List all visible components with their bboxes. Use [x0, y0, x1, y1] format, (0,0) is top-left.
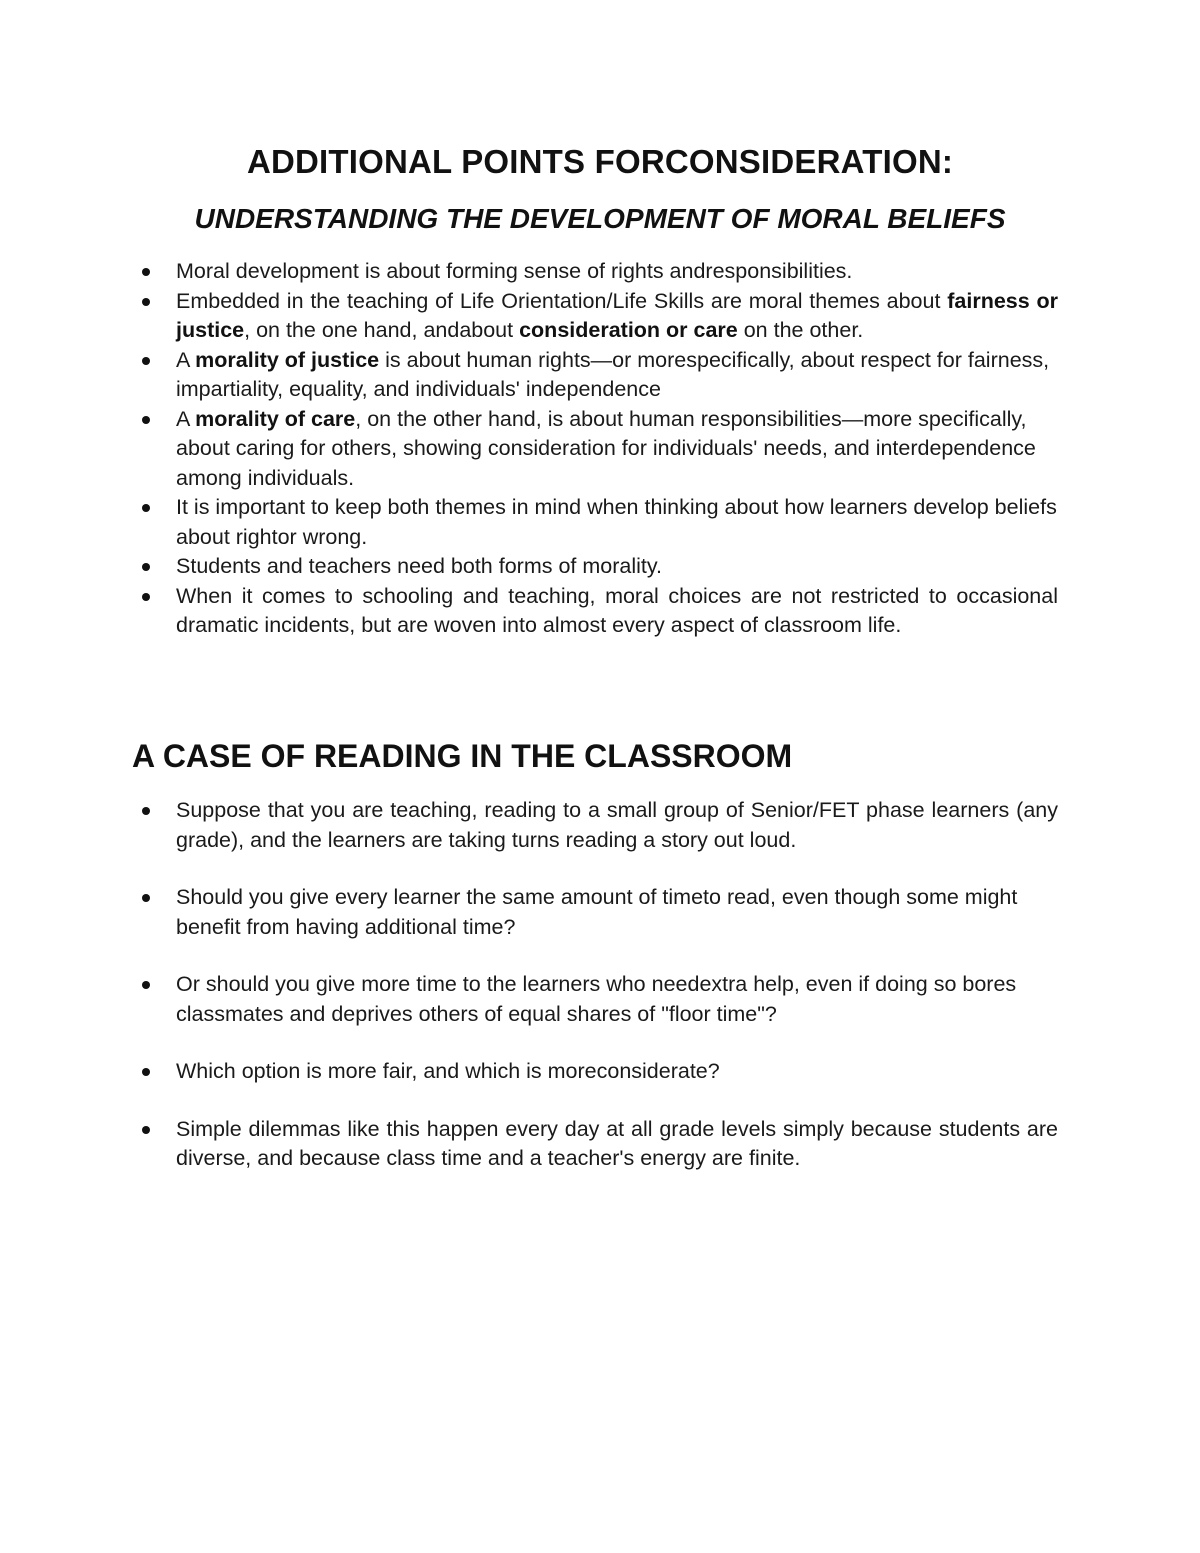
- section-heading: A CASE OF READING IN THE CLASSROOM: [132, 738, 793, 774]
- list-item: Simple dilemmas like this happen every day at all grade levels simply because students are diverse, and because class time and a teacher's energy are finite.: [140, 1115, 1058, 1174]
- list-item: A morality of justice is about human rights—or morespecifically, about respect for fairness, impartiality, equality, and individuals' independence: [140, 346, 1058, 405]
- bullet-icon: [142, 357, 150, 365]
- bullet-icon: [142, 504, 150, 512]
- reading-case-list: [140, 796, 1058, 1202]
- list-item: Should you give every learner the same amount of timeto read, even though some might benefit from having additional time?: [140, 883, 1058, 942]
- bullet-icon: [142, 416, 150, 424]
- moral-beliefs-list: [140, 257, 1058, 641]
- bullet-icon: [142, 268, 150, 276]
- list-item: Embedded in the teaching of Life Orientation/Life Skills are moral themes about fairness or justice, on the one hand, andabout consideration or care on the other.: [140, 287, 1058, 346]
- emphasis-text: fairness or justice: [176, 288, 1058, 342]
- emphasis-text: morality of justice: [195, 347, 380, 372]
- list-item: Students and teachers need both forms of morality.: [140, 552, 1058, 582]
- bullet-icon: [142, 807, 150, 815]
- list-item: Suppose that you are teaching, reading to a small group of Senior/FET phase learners (any grade), and the learners are taking turns reading a story out loud.: [140, 796, 1058, 855]
- bullet-icon: [142, 593, 150, 601]
- list-item: It is important to keep both themes in mind when thinking about how learners develop beliefs about rightor wrong.: [140, 493, 1058, 552]
- emphasis-text: consideration or care: [519, 318, 738, 342]
- list-item: A morality of care, on the other hand, is about human responsibilities—more specifically, about caring for others, showing consideration for individuals' needs, and interdependence among individuals.: [140, 405, 1058, 494]
- list-item: Or should you give more time to the learners who needextra help, even if doing so bores classmates and deprives others of equal shares of "floor time"?: [140, 970, 1058, 1029]
- bullet-icon: [142, 981, 150, 989]
- list-item: When it comes to schooling and teaching, moral choices are not restricted to occasional dramatic incidents, but are woven into almost every aspect of classroom life.: [140, 582, 1058, 641]
- list-item: Which option is more fair, and which is moreconsiderate?: [140, 1057, 1058, 1087]
- page-title: ADDITIONAL POINTS FORCONSIDERATION:: [246, 143, 954, 180]
- bullet-icon: [142, 1068, 150, 1076]
- bullet-icon: [142, 298, 150, 306]
- bullet-icon: [142, 563, 150, 571]
- emphasis-text: morality of care: [195, 406, 356, 431]
- list-item: Moral development is about forming sense of rights andresponsibilities.: [140, 257, 1058, 287]
- bullet-icon: [142, 1126, 150, 1134]
- page-subtitle: UNDERSTANDING THE DEVELOPMENT OF MORAL BELIEFS: [194, 203, 1006, 234]
- bullet-icon: [142, 894, 150, 902]
